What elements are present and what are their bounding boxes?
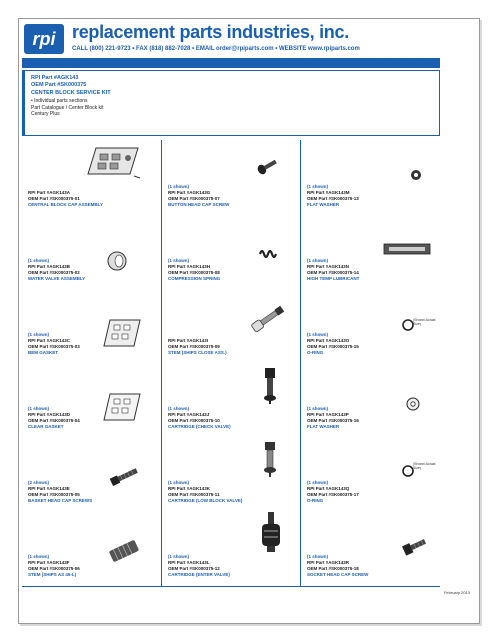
part-cell: (1 shown) RPI Part #AGK143D OEM Part #SK000375-04 CLEAR GASKET: [22, 362, 161, 436]
part-cell: (1 shown) RPI Part #AGK143K OEM Part #SK000375-11 CARTRIDGE (LOW BLOCK VALVE): [162, 436, 301, 510]
kit-note-1: • Individual parts sections: [31, 98, 88, 104]
shown-actual-size-note: (Shown Actual Size): [413, 318, 436, 326]
oem-part-number: OEM Part #SK000375: [31, 82, 87, 88]
part-cell: (1 shown) RPI Part #AGK143C OEM Part #SK000375-03 BEM GASKET: [22, 288, 161, 362]
kit-title: CENTER BLOCK SERVICE KIT: [31, 90, 111, 96]
part-cell: (1 shown) RPI Part #AGK143F OEM Part #SK000375-06 STEM (SHIPS AS 45-L): [22, 510, 161, 584]
lubricant-icon: [383, 242, 431, 256]
cartridge-icon: [260, 366, 280, 406]
footer-date: February 2013: [443, 590, 470, 595]
washer-icon: [409, 168, 423, 182]
shown-actual-size-note: (Shown Actual Size): [413, 462, 436, 470]
bottom-rule: [22, 586, 440, 587]
logo-text: rpi: [32, 29, 56, 49]
company-name: replacement parts industries, inc.: [72, 22, 349, 42]
kit-info-box: [22, 70, 440, 136]
part-cell: RPI Part #AGK143A OEM Part #SK000375-01 CENTRAL BLOCK CAP ASSEMBLY: [22, 140, 161, 214]
part-cell: (1 shown) RPI Part #AGK143N OEM Part #SK000375-14 HIGH TEMP LUBRICANT: [301, 214, 440, 288]
parts-column-3: [300, 140, 440, 586]
block-assembly-icon: [84, 144, 142, 180]
parts-column-2: [161, 140, 301, 586]
part-cell: (1 shown) RPI Part #AGK143M OEM Part #SK000375-13 FLAT WASHER: [301, 140, 440, 214]
part-cell: (Shown Actual Size) (1 shown) RPI Part #AGK143Q OEM Part #SK000375-17 O-RING: [301, 436, 440, 510]
rpi-logo: [24, 24, 64, 54]
header-bar: [22, 58, 440, 68]
part-cell: (1 shown) RPI Part #AGK143P OEM Part #SK000375-16 FLAT WASHER: [301, 362, 440, 436]
part-cell: RPI Part #AGK143I OEM Part #SK000375-09 STEM (SHIPS CLOSE ASS.): [162, 288, 301, 362]
cartridge-icon: [260, 440, 280, 480]
parts-grid: [22, 140, 440, 586]
part-cell: (1 shown) RPI Part #AGK143R OEM Part #SK000375-18 SOCKET HEAD CAP SCREW: [301, 510, 440, 584]
large-cartridge-icon: [258, 510, 284, 554]
part-cell: (1 shown) RPI Part #AGK143J OEM Part #SK000375-10 CARTRIDGE (CHECK VALVE): [162, 362, 301, 436]
rpi-part-number: RPI Part #AGK143: [31, 75, 79, 81]
contact-line: CALL (800) 221-9723 • FAX (818) 882-7028 • EMAIL order@rpiparts.com • WEBSITE www.rpiparts.com: [72, 46, 360, 52]
long-stem-icon: [248, 300, 288, 336]
part-cell: (Shown Actual Size) (1 shown) RPI Part #AGK143O OEM Part #SK000375-15 O-RING: [301, 288, 440, 362]
kit-note-2: Part Catalogue / Center Block kit: [31, 104, 104, 111]
part-cell: (2 shown) RPI Part #AGK143E OEM Part #SK000375-05 BASKET HEAD CAP SCREWS: [22, 436, 161, 510]
kit-note-3: Century Plus: [31, 111, 60, 117]
part-cell: (1 shown) RPI Part #AGK143L OEM Part #SK000375-12 CARTRIDGE (ENTER VALVE): [162, 510, 301, 584]
part-cell: (1 shown) RPI Part #AGK143H OEM Part #SK000375-08 COMPRESSION SPRING: [162, 214, 301, 288]
part-cell: (1 shown) RPI Part #AGK143G OEM Part #SK000375-07 BUTTON HEAD CAP SCREW: [162, 140, 301, 214]
part-cell: (1 shown) RPI Part #AGK143B OEM Part #SK000375-02 WATER VALVE ASSEMBLY: [22, 214, 161, 288]
button-screw-icon: [256, 156, 280, 176]
socket-screw-icon: [401, 536, 429, 556]
parts-column-1: [22, 140, 161, 586]
